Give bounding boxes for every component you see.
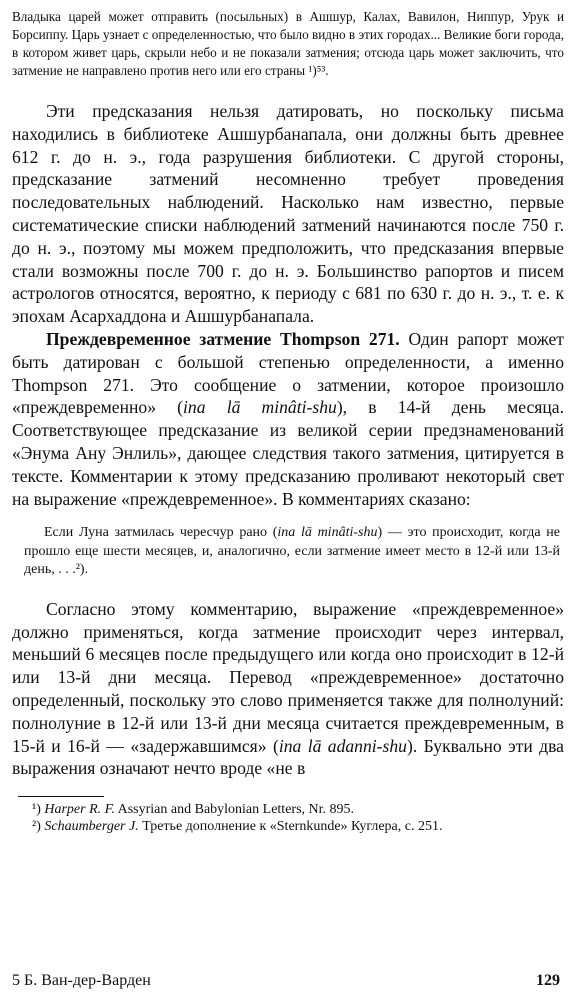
footnote-1-text: Assyrian and Babylonian Letters, Nr. 895.: [114, 802, 355, 818]
footer-signature: 5 Б. Ван-дер-Варден: [12, 972, 151, 989]
term-ina-la-adanni-shu: ina lā adanni-shu: [278, 735, 407, 756]
section-heading: Преждевременное затмение Thompson 271.: [46, 328, 400, 349]
footnote-2-text: Третье дополнение к «Sternkunde» Куглера, с. 251.: [138, 819, 443, 835]
paragraph-2-text-b: ), в 14-й день месяца. Соответствующее предсказание из великой серии предзнаменований «Энума Ану Энлиль», дающее следствия такого затмения, цитируется в тексте. Комментарии к этому предсказанию проливают некоторый свет на выражение «преждевременное». В комментариях сказано:: [12, 397, 564, 509]
footnote-2: [12, 818, 564, 835]
paragraph-3-text-a: Согласно этому комментарию, выражение «преждевременное» должно применяться, когда затмение происходит через интервал, меньший 6 месяцев после предыдущего или когда оно происходит в 12-й или 13-й дни месяца. Перевод «преждевременное» достаточно определенный, поскольку это слово применяется также для полнолуний: полнолуние в 12-й или 13-й дни месяца считается преждевременным, в 15-й и 16-й — «задержавшимся» (: [12, 598, 564, 756]
page-number: 129: [536, 972, 560, 989]
footnote-2-author: Schaumberger J.: [44, 819, 139, 835]
quote-text-b: ) — это происходит, когда не прошло еще шести месяцев, и, аналогично, если затмение имеет место в 12-й или 13-й день, . . .²).: [24, 525, 560, 578]
footnote-divider: [18, 796, 104, 797]
footnote-2-mark: ²): [32, 819, 41, 835]
paragraph-3-text-b: ). Буквально эти два выражения означают нечто вроде «не в: [12, 735, 564, 779]
commentary-quote: [24, 524, 560, 580]
quote-term: ina lā minâti-shu: [277, 525, 378, 541]
quote-text-a: Если Луна затмилась чересчур рано (: [44, 525, 278, 541]
page-footer: [12, 972, 560, 990]
footnote-1-mark: ¹): [32, 802, 41, 818]
footnote-1-author: Harper R. F.: [44, 802, 115, 818]
footnote-1: [12, 801, 564, 818]
top-quote: Владыка царей может отправить (посыльных) в Ашшур, Калах, Вавилон, Ниппур, Урук и Борсиппу. Царь узнает с определенностью, что было видно в этих городах... Великие боги города, в котором живет царь, скрыли небо и не показали затмения; отсюда царь может заключить, что затмение не направлено против него или его страны ¹)⁵³.: [12, 9, 564, 78]
paragraph-3: [12, 598, 564, 780]
paragraph-2: [12, 328, 564, 510]
paragraph-2-text-a: Один рапорт может быть датирован с большой степенью определенности, а именно Thompson 271. Это сообщение о затмении, которое произошло «преждевременно» (: [12, 328, 564, 418]
paragraph-1: Эти предсказания нельзя датировать, но поскольку письма находились в библиотеке Ашшурбанапала, они должны быть древнее 612 г. до н. э., года разрушения библиотеки. С другой стороны, предсказание затмений несомненно требует проведения последовательных наблюдений. Насколько нам известно, первые систематические списки наблюдений затмений начинаются после 750 г. до н. э., поэтому мы можем предположить, что предсказания впервые стали возможны после 700 г. до н. э. Большинство рапортов и писем астрологов относятся, вероятно, к периоду с 681 по 630 г. до н. э., т. е. к эпохам Асархаддона и Ашшурбанапала.: [12, 101, 564, 327]
term-ina-la-minati-shu: ina lā minâti-shu: [183, 397, 337, 418]
